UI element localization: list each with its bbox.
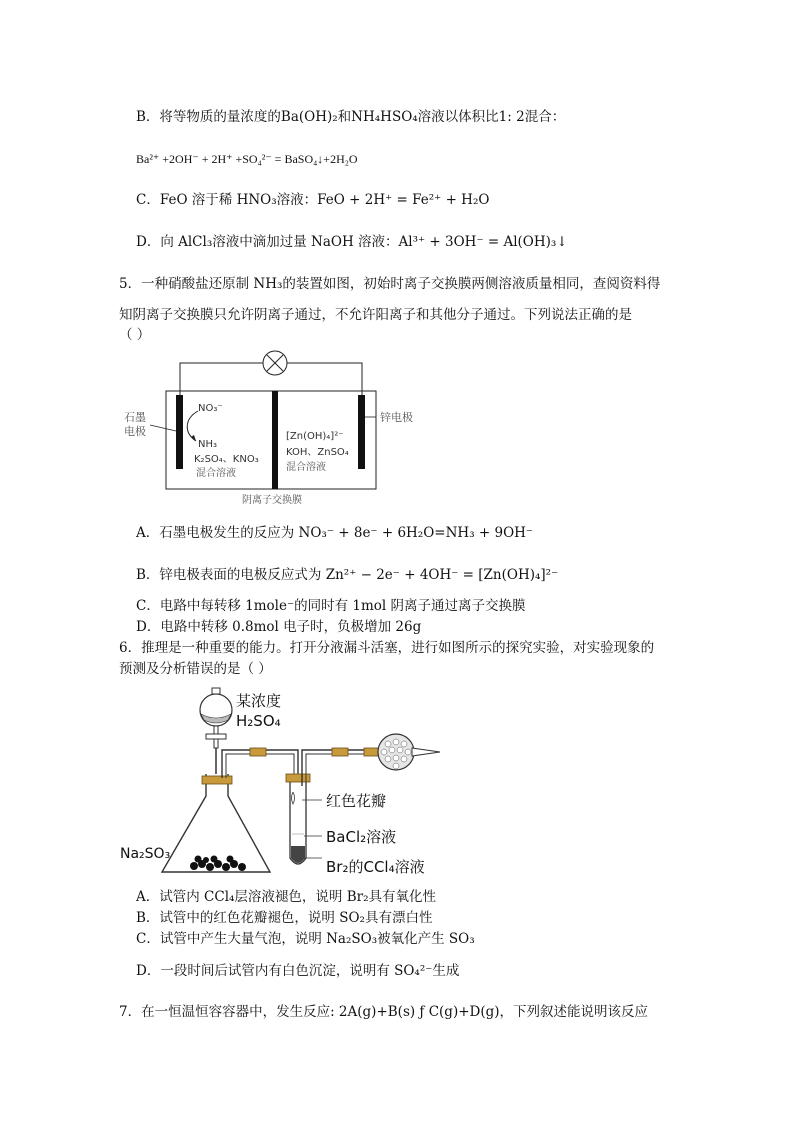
ammonia-label: NH₃ xyxy=(198,439,218,450)
q6-stem-line1: 6．推理是一种重要的能力。打开分液漏斗活塞，进行如图所示的探究实验，对实验现象的 xyxy=(119,640,655,656)
right-solution-label: KOH、ZnSO₄ xyxy=(286,447,349,458)
petal-icon xyxy=(292,792,295,804)
tube-connector-1 xyxy=(250,748,266,756)
left-mix-label: 混合溶液 xyxy=(196,468,236,479)
q6-option-d: D．一段时间后试管内有白色沉淀，说明有 SO₄²⁻生成 xyxy=(136,963,460,979)
br2-label: Br₂的CCl₄溶液 xyxy=(326,858,425,876)
q4-option-b-line1: B．将等物质的量浓度的Ba(OH)₂和NH₄HSO₄溶液以体积比1: 2混合： xyxy=(136,109,566,125)
q5-stem-answer-bracket: （ ） xyxy=(119,327,151,343)
q6-option-c: C．试管中产生大量气泡，说明 Na₂SO₃被氧化产生 SO₃ xyxy=(136,931,475,947)
graphite-electrode xyxy=(176,395,183,469)
q5-option-d: D．电路中转移 0.8mol 电子时，负极增加 26g xyxy=(136,619,422,635)
bacl2-label: BaCl₂溶液 xyxy=(326,828,397,846)
membrane-label: 阴离子交换膜 xyxy=(242,495,302,506)
zincate-label: [Zn(OH)₄]²⁻ xyxy=(286,431,344,442)
graphite-label-line1: 石墨 xyxy=(124,411,146,424)
q5-option-c: C．电路中每转移 1mole⁻的同时有 1mol 阴离子通过离子交换膜 xyxy=(136,598,526,614)
zinc-label: 锌电极 xyxy=(380,411,413,424)
left-wire xyxy=(180,363,263,395)
acid-label-line1: 某浓度 xyxy=(236,692,282,710)
zinc-electrode xyxy=(358,395,365,469)
right-wire xyxy=(287,363,362,395)
lamp-icon xyxy=(263,351,287,375)
nitrate-label: NO₃⁻ xyxy=(198,403,223,414)
acid-label-line2: H₂SO₄ xyxy=(236,712,281,730)
graphite-label-line2: 电极 xyxy=(124,425,146,438)
electrolysis-diagram xyxy=(118,345,413,510)
q5-stem-line1: 5．一种硝酸盐还原制 NH₃的装置如图，初始时离子交换膜两侧溶液质量相同，查阅资料得 xyxy=(119,276,661,292)
graphite-pointer xyxy=(150,425,176,431)
bromine-layer xyxy=(291,846,305,863)
q4-option-c: C．FeO 溶于稀 HNO₃溶液：FeO + 2H⁺ = Fe²⁺ + H₂O xyxy=(136,192,490,208)
q4-option-b-equation: Ba²⁺ +2OH⁻ + 2H⁺ +SO₄²⁻ = BaSO₄↓+2H₂O xyxy=(136,152,358,166)
drying-tube xyxy=(364,734,440,770)
experiment-apparatus xyxy=(118,686,458,884)
flask-stopper xyxy=(202,776,232,784)
delivery-tube-inner xyxy=(226,754,294,786)
anion-exchange-membrane xyxy=(272,391,278,489)
q6-stem-line2: 预测及分析错误的是（ ） xyxy=(119,661,272,677)
left-solution-label: K₂SO₄、KNO₃ xyxy=(194,454,259,465)
sulfite-label: Na₂SO₃ xyxy=(120,846,171,862)
q5-option-b: B．锌电极表面的电极反应式为 Zn²⁺ − 2e⁻ + 4OH⁻ = [Zn(OH)₄]²⁻ xyxy=(136,567,559,583)
q6-option-a: A．试管内 CCl₄层溶液褪色，说明 Br₂具有氧化性 xyxy=(136,889,437,905)
outlet-tube-inner xyxy=(306,754,378,786)
petal-label: 红色花瓣 xyxy=(326,792,387,810)
q5-stem-line2: 知阴离子交换膜只允许阴离子通过，不允许阳离子和其他分子通过。下列说法正确的是 xyxy=(119,307,632,323)
q4-option-d: D．向 AlCl₃溶液中滴加过量 NaOH 溶液：Al³⁺ + 3OH⁻ = Al(OH)₃↓ xyxy=(136,234,568,250)
q7-stem: 7．在一恒温恒容容器中，发生反应: 2A(g)+B(s) ƒ C(g)+D(g)，下列叙述能说明该反应 xyxy=(119,1004,649,1020)
tube-connector-2 xyxy=(332,748,348,756)
q5-option-a: A．石墨电极发生的反应为 NO₃⁻ + 8e⁻ + 6H₂O=NH₃ + 9OH⁻ xyxy=(136,525,534,541)
q6-option-b: B．试管中的红色花瓣褪色，说明 SO₂具有漂白性 xyxy=(136,910,433,926)
stopcock xyxy=(206,734,226,739)
right-mix-label: 混合溶液 xyxy=(286,462,326,473)
